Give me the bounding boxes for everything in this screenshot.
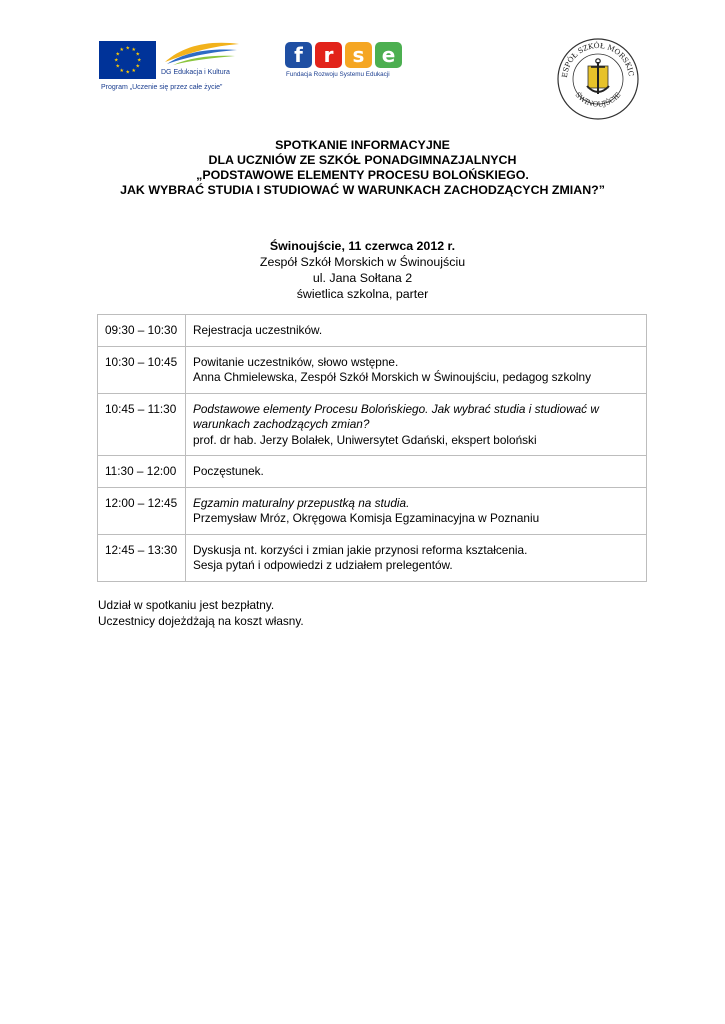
dg-label: DG Edukacja i Kultura [161, 69, 230, 76]
footer-notes [98, 598, 304, 629]
agenda-speaker: Anna Chmielewska, Zespół Szkół Morskich w Świnoujściu, pedagog szkolny [193, 370, 591, 384]
svg-text:★: ★ [135, 51, 140, 58]
table-row [98, 346, 647, 393]
table-row [98, 534, 647, 581]
dg-wing-icon [163, 40, 241, 66]
svg-text:★: ★ [131, 68, 136, 74]
footer-line-1: Udział w spotkaniu jest bezpłatny. [98, 598, 275, 612]
svg-text:★: ★ [135, 63, 140, 70]
program-label: Program „Uczenie się przez całe życie” [101, 84, 223, 91]
event-title [0, 138, 725, 198]
table-row [98, 315, 647, 347]
title-line-2: DLA UCZNIÓW ZE SZKÓŁ PONADGIMNAZJALNYCH [208, 153, 517, 167]
svg-text:★: ★ [131, 47, 136, 53]
agenda-time: 11:30 – 12:00 [98, 456, 186, 488]
seal-top-text: ESPÓŁ SZKÓŁ MORSKIC [559, 40, 636, 79]
agenda-topic: Egzamin maturalny przepustką na studia. [193, 495, 410, 510]
frse-letters-icon [285, 42, 403, 68]
school-seal-logo [555, 36, 641, 122]
agenda-time: 09:30 – 10:30 [98, 315, 186, 347]
svg-text:★: ★ [125, 69, 130, 76]
agenda-speaker: Sesja pytań i odpowiedzi z udziałem prelegentów. [193, 558, 453, 572]
agenda-speaker: Przemysław Mróz, Okręgowa Komisja Egzaminacyjna w Poznaniu [193, 511, 540, 525]
event-location [0, 238, 725, 302]
agenda-table [97, 314, 647, 582]
frse-letter-f: f [294, 43, 303, 67]
agenda-description [186, 393, 647, 456]
frse-letter-r: r [323, 43, 334, 67]
svg-text:★: ★ [119, 47, 124, 53]
seal-bottom-text: ŚWINOUJŚCIE [573, 90, 623, 109]
svg-text:★: ★ [125, 45, 130, 52]
frse-logo [285, 42, 410, 82]
agenda-topic: Podstawowe elementy Procesu Bolońskiego. Jak wybrać studia i studiować w warunkach zachodzących zmian? [193, 401, 599, 431]
frse-name-label: Fundacja Rozwoju Systemu Edukacji [286, 71, 390, 78]
table-row [98, 393, 647, 456]
agenda-time: 10:45 – 11:30 [98, 393, 186, 456]
agenda-speaker: prof. dr hab. Jerzy Bolałek, Uniwersytet Gdański, ekspert boloński [193, 432, 537, 447]
svg-text:★: ★ [114, 57, 119, 64]
eu-program-logo [99, 40, 244, 94]
agenda-description [186, 315, 647, 347]
svg-text:★: ★ [119, 68, 124, 74]
footer-line-2: Uczestnicy dojeżdżają na koszt własny. [98, 613, 304, 628]
agenda-topic: Powitanie uczestników, słowo wstępne. [193, 354, 399, 369]
title-line-3: „PODSTAWOWE ELEMENTY PROCESU BOLOŃSKIEGO. [196, 168, 529, 182]
title-line-4: JAK WYBRAĆ STUDIA I STUDIOWAĆ W WARUNKACH ZACHODZĄCYCH ZMIAN?” [120, 183, 605, 197]
event-date: Świnoujście, 11 czerwca 2012 r. [269, 239, 456, 253]
agenda-description [186, 487, 647, 534]
agenda-description [186, 534, 647, 581]
agenda-time: 12:00 – 12:45 [98, 487, 186, 534]
agenda-description [186, 346, 647, 393]
title-line-1: SPOTKANIE INFORMACYJNE [275, 138, 450, 152]
frse-letter-e: e [381, 43, 396, 67]
table-row [98, 487, 647, 534]
event-school: Zespół Szkół Morskich w Świnoujściu [259, 255, 466, 269]
agenda-description [186, 456, 647, 488]
agenda-topic: Poczęstunek. [193, 464, 264, 478]
eu-flag-icon [99, 41, 156, 79]
agenda-topic: Rejestracja uczestników. [193, 323, 323, 337]
agenda-topic: Dyskusja nt. korzyści i zmian jakie przynosi reforma kształcenia. [193, 542, 528, 557]
event-room: świetlica szkolna, parter [296, 287, 429, 301]
agenda-time: 12:45 – 13:30 [98, 534, 186, 581]
table-row [98, 456, 647, 488]
event-street: ul. Jana Sołtana 2 [312, 271, 413, 285]
frse-letter-s: s [352, 43, 365, 67]
agenda-time: 10:30 – 10:45 [98, 346, 186, 393]
anchor-emblem-icon [587, 59, 609, 94]
svg-text:★: ★ [115, 51, 120, 58]
svg-text:★: ★ [115, 63, 120, 70]
svg-text:★: ★ [137, 57, 142, 64]
